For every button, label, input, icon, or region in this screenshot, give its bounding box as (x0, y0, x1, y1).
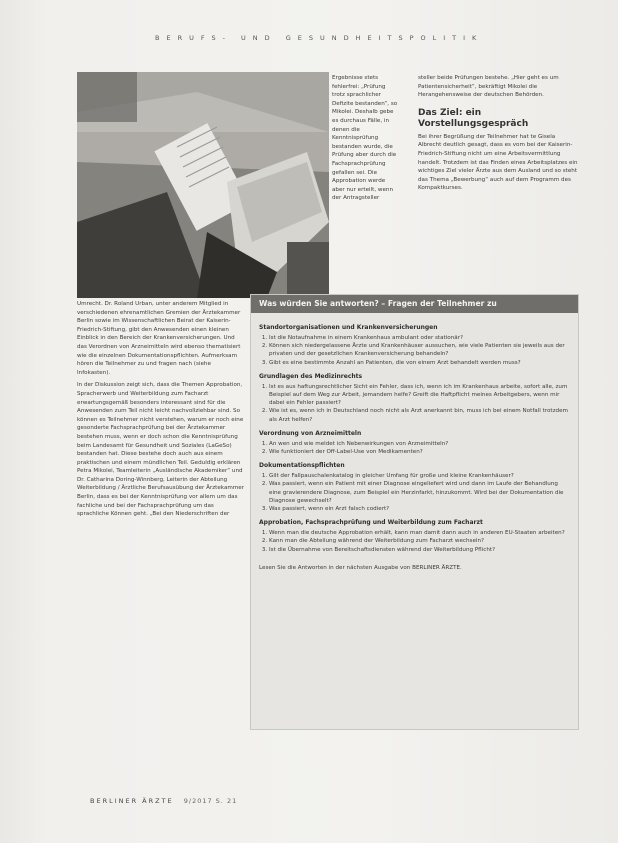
section-heading: Approbation, Fachsprachprüfung und Weiterbildung zum Facharzt (259, 519, 483, 527)
question-item: 2. Kann man die Abteilung während der Weiterbildung zum Facharzt wechseln? (269, 537, 570, 545)
question-box (250, 294, 579, 730)
subheading: Das Ziel: ein Vorstellungsgespräch (418, 107, 529, 129)
photo-illustration (77, 72, 329, 298)
question-item: 1. Ist es aus haftungsrechtlicher Sicht ein Fehler, dass ich, wenn ich im Krankenhaus arbeite, sofort alle, zum Beispiel auf dem Weg zur Arbeit, jemandem helfe? Greift die Haftpflicht meines Arbeitgebers, wenn mir dabei ein Fehler passiert? (269, 383, 570, 408)
box-title: Was würden Sie antworten? – Fragen der Teilnehmer zu (251, 295, 578, 313)
section-heading: Standortorganisationen und Krankenversicherungen (259, 324, 438, 331)
top-right-column (418, 74, 578, 197)
box-footer: Lesen Sie die Antworten in der nächsten Ausgabe von BERLINER ÄRZTE. (259, 564, 462, 571)
magazine-name: BERLINER ÄRZTE (90, 797, 174, 805)
question-item: 3. Gibt es eine bestimmte Anzahl an Patienten, die von einem Arzt behandelt werden muss? (269, 359, 570, 367)
caption-paragraph: Ergebnisse stets fehlerfrei: „Prüfung trotz sprachlicher Defizite bestanden“, so Mikolei. Deshalb gebe es durchaus Fälle, in denen die Kenntnisprüfung bestanden wurde, die Prüfung aber durch die Fachsprachprüfung gefallen sei. Die Approbation werde aber nur erteilt, wenn der Antragsteller (332, 75, 398, 202)
question-item: 1. An wen und wie meldet ich Nebenwirkungen von Arzneimitteln? (269, 440, 570, 448)
question-item: 2. Können sich niedergelassene Ärzte und Krankenhäuser aussuchen, wie viele Patienten sie jeweils aus der privaten und der gesetzlichen Krankenversicherung behandeln? (269, 342, 570, 358)
question-item: 3. Was passiert, wenn ein Arzt falsch codiert? (269, 505, 570, 513)
section-heading: Dokumentationspflichten (259, 462, 345, 470)
question-item: 1. Ist die Notaufnahme in einem Krankenhaus ambulant oder stationär? (269, 334, 570, 342)
left-column (77, 300, 245, 523)
article-photo (77, 72, 329, 298)
question-item: 3. Ist die Übernahme von Bereitschaftsdiensten während der Weiterbildung Pflicht? (269, 546, 570, 554)
question-item: 2. Was passiert, wenn ein Patient mit einer Diagnose eingeliefert wird und dann im Laufe der Behandlung eine gravierendere Diagnose, zum Beispiel ein Herzinfarkt, hinzukommt. Wird bei der Dokumentation die Diagnose gewechselt? (269, 480, 570, 505)
paragraph-1: Umrecht. Dr. Roland Urban, unter anderem Mitglied in verschiedenen ehrenamtlichen Gremien der Ärztekammer Berlin sowie im Wissenschaftlichen Beirat der Kaiserin-Friedrich-Stiftung, gibt den Anwesenden einen kleinen Einblick in den Bereich der Krankenversicherungen. Und das Verordnen von Arzneimitteln wird ebenso thematisiert wie die einzelnen Dokumentationspflichten. Aufmerksam hören die Teilnehmer zu und fragen nach (siehe Infokasten). (77, 301, 241, 376)
question-item: 2. Wie ist es, wenn ich in Deutschland noch nicht als Arzt anerkannt bin, muss ich bei einem Notfall trotzdem als Arzt helfen? (269, 407, 570, 423)
caption-column (332, 74, 398, 207)
section-heading: Grundlagen des Medizinrechts (259, 372, 363, 380)
section-heading: Verordnung von Arzneimitteln (259, 429, 362, 437)
question-item: 2. Wie funktioniert der Off-Label-Use von Medikamenten? (269, 448, 570, 456)
question-item: 1. Wenn man die deutsche Approbation erhält, kann man damit dann auch in anderen EU-Staaten arbeiten? (269, 529, 570, 537)
body-paragraph: Bei ihrer Begrüßung der Teilnehmer hat te Gisela Albrecht deutlich gesagt, dass es vom bei der Kaiserin-Friedrich-Stiftung nicht um eine Arbeitsvermittlung handelt. Trotzdem ist das Finden eines Arbeitsplatzes ein wichtiges Ziel vieler Ärzte aus dem Ausland und so steht das Thema „Bewerbung“ auch auf dem Programm des Kompaktkurses. (418, 133, 578, 192)
section-header: BERUFS- UND GESUNDHEITSPOLITIK (155, 34, 484, 42)
lead-paragraph: steller beide Prüfungen bestehe. „Hier geht es um Patientensicherheit“, bekräftigt Mikolei die Herangehensweise der deutschen Behörden. (418, 75, 559, 99)
question-item: 1. Gilt der Fallpauschalenkatalog in gleicher Umfang für große und kleine Krankenhäuser? (269, 472, 570, 480)
issue-info: 9/2017 S. 21 (183, 797, 238, 805)
page-footer (90, 797, 237, 805)
paragraph-2: In der Diskussion zeigt sich, dass die Themen Approbation, Spracherwerb und Weiterbildung zum Facharzt erwartungsgemäß besonders interessant sind für die Anwesenden zum Teil nicht leicht nachvollziehbar sind. So können es Teilnehmer nicht verstehen, warum er noch eine gesonderte Fachsprachprüfung bei der Ärztekammer bestehen muss, wenn er doch schon die Kenntnisprüfung beim Landesamt für Gesundheit und Soziales (LaGeSo) bestanden hat. Diese bestehe doch auch aus einem praktischen und einem mündlichen Teil. Geduldig erklären Petra Mikolei, Teamleiterin „Ausländische Akademiker“ und Dr. Catharina Doring-Winnberg, Leiterin der Abteilung Weiterbildung / Ärztliche Berufsausübung der Ärztekammer Berlin, dass es bei der Kenntnisprüfung vor allem um das fachliche und bei der Fachsprachprüfung um das sprachliche Können geht. „Bei den Niederschriften der (77, 382, 245, 518)
